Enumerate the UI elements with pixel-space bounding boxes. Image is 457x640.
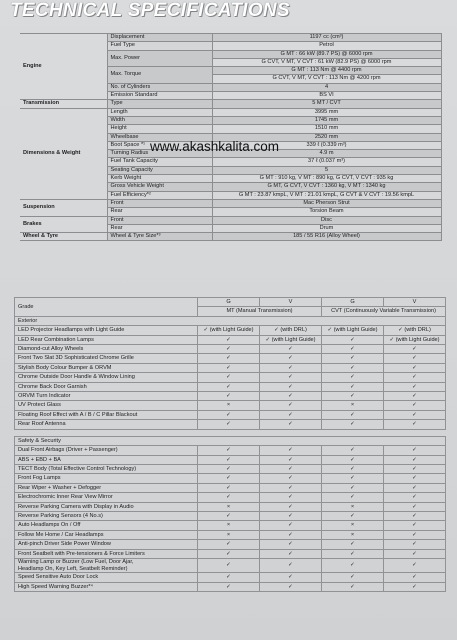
feature-value: ✓ xyxy=(384,573,446,582)
feature-label: Diamond-cut Alloy Wheels xyxy=(15,345,198,354)
cvt-label: CVT (Continuously Variable Transmission) xyxy=(322,307,446,316)
feature-value: ✓ xyxy=(260,464,322,473)
spec-value: G MT : 66 kW (89.7 PS) @ 6000 rpm xyxy=(212,50,441,58)
spec-value: G MT : 113 Nm @ 4400 rpm xyxy=(212,67,441,75)
feature-value: ✓ xyxy=(260,410,322,419)
feature-value: ✓ xyxy=(322,392,384,401)
feature-value: ✓ xyxy=(260,530,322,539)
feature-value: ✓ xyxy=(198,382,260,391)
feature-label: Reverse Parking Sensors (4 No.s) xyxy=(15,511,198,520)
feature-value: ✓ xyxy=(260,446,322,455)
spec-label: No. of Cylinders xyxy=(107,83,212,91)
feature-value: ✓ xyxy=(322,573,384,582)
grade-header-row xyxy=(15,298,446,307)
feature-value: ✓ xyxy=(260,582,322,591)
spec-value: Torsion Beam xyxy=(212,208,441,216)
feature-label: ORVM Turn Indicator xyxy=(15,392,198,401)
feature-value: ✓ xyxy=(198,464,260,473)
feature-value: ✓ xyxy=(384,464,446,473)
feature-label-line: Warning Lamp or Buzzer (Low Fuel, Door Ajar, xyxy=(18,558,134,565)
feature-row xyxy=(15,558,446,572)
feature-value: ✓ xyxy=(198,474,260,483)
feature-value: ✓ xyxy=(384,455,446,464)
feature-value: ✓ xyxy=(198,420,260,429)
feature-value: ✓ xyxy=(260,354,322,363)
feature-row xyxy=(15,335,446,344)
feature-value: ✓ xyxy=(322,540,384,549)
feature-value: ✓ xyxy=(384,511,446,520)
grade-name: G xyxy=(198,298,260,307)
spec-value: G MT : 23.87 kmpL, V MT : 21.01 kmpL, G CVT & V CVT : 19.56 kmpL xyxy=(212,191,441,199)
feature-value: ✓ xyxy=(384,392,446,401)
feature-value: ✓ xyxy=(322,363,384,372)
spec-value: 3995 mm xyxy=(212,108,441,116)
feature-value: ✓ xyxy=(198,410,260,419)
feature-row xyxy=(15,354,446,363)
feature-label: Chrome Outside Door Handle & Window Lining xyxy=(15,373,198,382)
feature-value: ✓ xyxy=(198,511,260,520)
feature-row xyxy=(15,410,446,419)
feature-row xyxy=(15,373,446,382)
spec-label: Max. Power xyxy=(107,50,212,67)
spec-label: Front xyxy=(107,199,212,207)
spec-label: Fuel Efficiency*² xyxy=(107,191,212,199)
feature-value: ✓ xyxy=(198,392,260,401)
feature-value: ✓ xyxy=(260,573,322,582)
feature-label: Speed Sensitive Auto Door Lock xyxy=(15,573,198,582)
spec-label: Boot Space *¹ xyxy=(107,141,212,149)
feature-value: ✓ xyxy=(198,483,260,492)
feature-row xyxy=(15,363,446,372)
feature-row xyxy=(15,345,446,354)
feature-value: ✓ xyxy=(384,493,446,502)
spec-value: 4 xyxy=(212,83,441,91)
section-gap xyxy=(15,429,446,436)
spec-value: G MT : 910 kg, V MT : 890 kg, G CVT, V CVT : 935 kg xyxy=(212,175,441,183)
feature-label: Rear Roof Antenna xyxy=(15,420,198,429)
spec-label: Kerb Weight xyxy=(107,175,212,183)
feature-value: ✓ xyxy=(198,446,260,455)
grade-label: Grade xyxy=(15,298,198,317)
feature-value: × xyxy=(198,530,260,539)
spec-row xyxy=(20,216,441,224)
feature-value: ✓ xyxy=(322,549,384,558)
spec-label: Rear xyxy=(107,224,212,232)
feature-row xyxy=(15,455,446,464)
feature-value: ✓ xyxy=(384,502,446,511)
feature-label: ABS + EBD + BA xyxy=(15,455,198,464)
feature-value: ✓ xyxy=(198,354,260,363)
feature-label: High Speed Warning Buzzer*⁴ xyxy=(15,582,198,591)
page-title: TECHNICAL SPECIFICATIONS xyxy=(10,0,290,21)
feature-value: × xyxy=(198,502,260,511)
spec-category: Wheel & Tyre xyxy=(20,233,107,241)
spec-value: 339 ℓ (0.339 m³) xyxy=(212,141,441,149)
feature-value: ✓ xyxy=(260,521,322,530)
feature-value: ✓ xyxy=(260,483,322,492)
feature-row xyxy=(15,530,446,539)
spec-label: Wheel & Tyre Size*³ xyxy=(107,233,212,241)
feature-row xyxy=(15,464,446,473)
feature-value: ✓ xyxy=(260,345,322,354)
spec-label: Displacement xyxy=(107,34,212,42)
spec-label: Width xyxy=(107,116,212,124)
feature-label: Front Two Slat 3D Sophisticated Chrome Grille xyxy=(15,354,198,363)
feature-value: ✓ xyxy=(322,410,384,419)
feature-value: ✓ xyxy=(260,382,322,391)
feature-row xyxy=(15,502,446,511)
spec-category: Suspension xyxy=(20,199,107,216)
feature-value: ✓ xyxy=(260,474,322,483)
feature-row xyxy=(15,401,446,410)
feature-value: ✓ xyxy=(198,493,260,502)
feature-value: ✓ xyxy=(384,474,446,483)
spec-value: G CVT, V MT, V CVT : 113 Nm @ 4200 rpm xyxy=(212,75,441,83)
feature-value: ✓ xyxy=(260,549,322,558)
spec-value: 185 / 55 R16 (Alloy Wheel) xyxy=(212,233,441,241)
feature-label: UV Protect Glass xyxy=(15,401,198,410)
feature-label: Dual Front Airbags (Driver + Passenger) xyxy=(15,446,198,455)
feature-value: ✓ xyxy=(260,373,322,382)
spec-label: Gross Vehicle Weight xyxy=(107,183,212,191)
specifications-table xyxy=(20,33,442,241)
spec-label: Fuel Type xyxy=(107,42,212,50)
spec-value: 2520 mm xyxy=(212,133,441,141)
feature-value: ✓ xyxy=(384,582,446,591)
feature-value: ✓ xyxy=(260,420,322,429)
feature-label: Anti-pinch Driver Side Power Window xyxy=(15,540,198,549)
spec-label: Emission Standard xyxy=(107,92,212,100)
feature-label xyxy=(15,558,198,572)
feature-value: ✓ xyxy=(322,558,384,572)
feature-value: ✓ xyxy=(384,540,446,549)
feature-value: ✓ xyxy=(322,354,384,363)
feature-label-line: Headlamp On, Key Left, Seatbelt Reminder) xyxy=(18,565,128,572)
feature-value: ✓ xyxy=(260,392,322,401)
feature-label: Stylish Body Colour Bumper & ORVM xyxy=(15,363,198,372)
spec-category: Engine xyxy=(20,34,107,100)
feature-value: × xyxy=(322,401,384,410)
feature-row xyxy=(15,493,446,502)
feature-label: Follow Me Home / Car Headlamps xyxy=(15,530,198,539)
feature-value: ✓ xyxy=(322,446,384,455)
feature-value: ✓ xyxy=(384,446,446,455)
feature-value: ✓ xyxy=(384,521,446,530)
spec-value: 5 xyxy=(212,166,441,174)
section-header xyxy=(15,436,446,445)
spec-value: G MT, G CVT, V CVT : 1360 kg, V MT : 1340 kg xyxy=(212,183,441,191)
spec-value: Disc xyxy=(212,216,441,224)
features-table xyxy=(14,297,446,592)
spec-row xyxy=(20,34,441,42)
spec-value: 37 ℓ (0.037 m³) xyxy=(212,158,441,166)
feature-value: ✓ xyxy=(384,373,446,382)
spec-row xyxy=(20,199,441,207)
feature-value: ✓ xyxy=(384,382,446,391)
spec-value: G CVT, V MT, V CVT : 61 kW (82.9 PS) @ 6000 rpm xyxy=(212,58,441,66)
feature-label: Auto Headlamps On / Off xyxy=(15,521,198,530)
feature-value: × xyxy=(322,502,384,511)
section-title: Exterior xyxy=(15,316,446,325)
feature-value: ✓ (with Light Guide) xyxy=(260,335,322,344)
feature-value: ✓ xyxy=(198,540,260,549)
feature-label: Electrochromic Inner Rear View Mirror xyxy=(15,493,198,502)
feature-value: ✓ xyxy=(260,511,322,520)
feature-value: ✓ xyxy=(384,363,446,372)
spec-label: Height xyxy=(107,125,212,133)
feature-value: ✓ (with Light Guide) xyxy=(384,335,446,344)
feature-value: ✓ xyxy=(260,401,322,410)
feature-value: ✓ xyxy=(384,483,446,492)
feature-value: ✓ xyxy=(198,582,260,591)
feature-value: ✓ xyxy=(198,373,260,382)
feature-label: LED Projector Headlamps with Light Guide xyxy=(15,326,198,335)
feature-label: Chrome Back Door Garnish xyxy=(15,382,198,391)
spec-row xyxy=(20,108,441,116)
feature-row xyxy=(15,392,446,401)
feature-value: × xyxy=(198,401,260,410)
feature-value: ✓ xyxy=(384,410,446,419)
feature-value: ✓ xyxy=(260,363,322,372)
spec-value: Drum xyxy=(212,224,441,232)
feature-value: ✓ (with Light Guide) xyxy=(198,326,260,335)
section-header xyxy=(15,316,446,325)
spec-label: Wheelbase xyxy=(107,133,212,141)
feature-row xyxy=(15,483,446,492)
feature-value: ✓ xyxy=(384,420,446,429)
feature-value: ✓ (with DRL) xyxy=(260,326,322,335)
grade-name: V xyxy=(260,298,322,307)
feature-value: ✓ xyxy=(198,558,260,572)
mt-label: MT (Manual Transmission) xyxy=(198,307,322,316)
feature-value: ✓ (with Light Guide) xyxy=(322,326,384,335)
feature-label: Floating Roof Effect with A / B / C Pillar Blackout xyxy=(15,410,198,419)
feature-row xyxy=(15,420,446,429)
feature-label: LED Rear Combination Lamps xyxy=(15,335,198,344)
spec-value: 1745 mm xyxy=(212,116,441,124)
feature-label: Front Fog Lamps xyxy=(15,474,198,483)
spec-value: Petrol xyxy=(212,42,441,50)
grade-name: G xyxy=(322,298,384,307)
feature-value: ✓ xyxy=(198,455,260,464)
feature-row xyxy=(15,382,446,391)
feature-value: ✓ xyxy=(198,363,260,372)
feature-value: ✓ xyxy=(198,335,260,344)
feature-value: ✓ xyxy=(198,573,260,582)
section-title: Safety & Security xyxy=(15,436,446,445)
feature-row xyxy=(15,326,446,335)
spec-value: Mac Pherson Strut xyxy=(212,199,441,207)
spec-category: Transmission xyxy=(20,100,107,108)
feature-row xyxy=(15,521,446,530)
feature-value: ✓ xyxy=(260,455,322,464)
feature-value: ✓ xyxy=(322,493,384,502)
feature-value: × xyxy=(322,521,384,530)
gap-cell xyxy=(15,429,446,436)
feature-value: ✓ xyxy=(322,483,384,492)
feature-value: ✓ xyxy=(198,345,260,354)
feature-row xyxy=(15,549,446,558)
spec-value: 4.9 m xyxy=(212,150,441,158)
spec-category: Brakes xyxy=(20,216,107,233)
watermark: www.akashkalita.com xyxy=(150,139,280,154)
spec-label: Length xyxy=(107,108,212,116)
feature-value: ✓ xyxy=(260,558,322,572)
feature-row xyxy=(15,582,446,591)
spec-row xyxy=(20,100,441,108)
spec-value: 5 MT / CVT xyxy=(212,100,441,108)
feature-value: ✓ (with DRL) xyxy=(384,326,446,335)
spec-value: 1197 cc (cm³) xyxy=(212,34,441,42)
spec-value: 1510 mm xyxy=(212,125,441,133)
spec-label: Seating Capacity xyxy=(107,166,212,174)
feature-value: ✓ xyxy=(322,373,384,382)
feature-value: ✓ xyxy=(260,540,322,549)
feature-value: ✓ xyxy=(384,530,446,539)
spec-label: Type xyxy=(107,100,212,108)
spec-label: Rear xyxy=(107,208,212,216)
feature-value: ✓ xyxy=(322,345,384,354)
feature-value: ✓ xyxy=(198,549,260,558)
spec-label: Max. Torque xyxy=(107,67,212,84)
feature-value: ✓ xyxy=(322,420,384,429)
feature-value: ✓ xyxy=(260,502,322,511)
feature-value: ✓ xyxy=(384,549,446,558)
feature-label: Front Seatbelt with Pre-tensioners & Force Limiters xyxy=(15,549,198,558)
feature-value: ✓ xyxy=(384,354,446,363)
feature-value: ✓ xyxy=(322,382,384,391)
feature-label: Reverse Parking Camera with Display in Audio xyxy=(15,502,198,511)
feature-value: ✓ xyxy=(384,558,446,572)
feature-value: ✓ xyxy=(260,493,322,502)
grade-name: V xyxy=(384,298,446,307)
feature-value: ✓ xyxy=(322,474,384,483)
feature-value: ✓ xyxy=(322,455,384,464)
spec-row xyxy=(20,233,441,241)
feature-row xyxy=(15,540,446,549)
spec-category: Dimensions & Weight xyxy=(20,108,107,199)
feature-value: ✓ xyxy=(322,582,384,591)
feature-label: Rear Wiper + Washer + Defogger xyxy=(15,483,198,492)
feature-value: ✓ xyxy=(322,335,384,344)
feature-value: × xyxy=(322,530,384,539)
spec-value: BS VI xyxy=(212,92,441,100)
feature-value: ✓ xyxy=(322,511,384,520)
feature-value: ✓ xyxy=(322,464,384,473)
feature-label: TECT Body (Total Effective Control Technology) xyxy=(15,464,198,473)
feature-row xyxy=(15,474,446,483)
feature-value: ✓ xyxy=(384,345,446,354)
feature-row xyxy=(15,573,446,582)
feature-value: × xyxy=(198,521,260,530)
spec-label: Fuel Tank Capacity xyxy=(107,158,212,166)
feature-value: ✓ xyxy=(384,401,446,410)
spec-label: Turning Radius xyxy=(107,150,212,158)
feature-row xyxy=(15,511,446,520)
feature-row xyxy=(15,446,446,455)
spec-label: Front xyxy=(107,216,212,224)
